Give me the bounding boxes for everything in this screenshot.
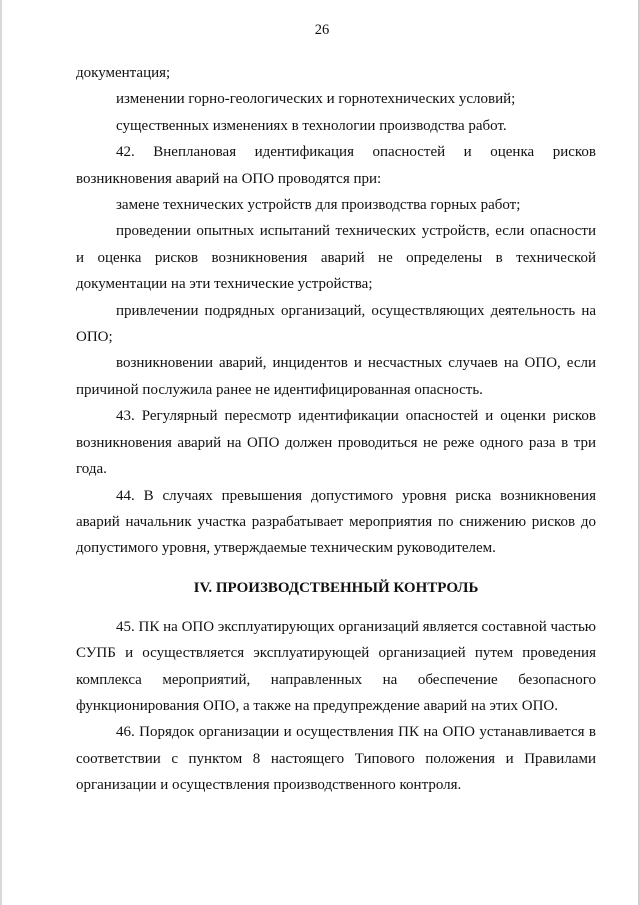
page-number: 26 [314,22,330,38]
paragraph-geological-conditions: изменении горно-геологических и горнотехнических условий; [116,91,516,108]
paragraph-accidents: возникновении аварий, инцидентов и несчастных случаев на ОПО, если причиной послужила ранее не идентифицированная опасность. [76,355,596,398]
paragraph-item-42: 42. Внеплановая идентификация опасностей и оценка рисков возникновения аварий на ОПО проводятся при: [76,144,596,187]
paragraph-item-46: 46. Порядок организации и осуществления ПК на ОПО устанавливается в соответствии с пунктом 8 настоящего Типового положения и Правилами организации и осуществления производственного контроля. [76,724,596,794]
paragraph-equipment-replacement: замене технических устройств для производства горных работ; [116,197,521,214]
paragraph-pilot-testing: проведении опытных испытаний технических устройств, если опасности и оценка рисков возникновения аварий не определены в технической документации на эти технические устройства; [76,223,596,293]
paragraph-item-45: 45. ПК на ОПО эксплуатирующих организаций является составной частью СУПБ и осуществляется эксплуатирующей организацией путем проведения комплекса мероприятий, направленных на обеспечение безопасного функционирования ОПО, а также на предупреждение аварий на этих ОПО. [76,618,596,714]
section-heading: IV. ПРОИЗВОДСТВЕННЫЙ КОНТРОЛЬ [193,579,479,596]
paragraph-item-43: 43. Регулярный пересмотр идентификации опасностей и оценки рисков возникновения аварий на ОПО должен проводиться не реже одного раза в три года. [76,408,596,478]
paragraph-contractors: привлечении подрядных организаций, осуществляющих деятельность на ОПО; [76,302,596,346]
document-body [76,60,596,799]
paragraph-technology-changes: существенных изменениях в технологии производства работ. [116,117,507,134]
paragraph-item-44: 44. В случаях превышения допустимого уровня риска возникновения аварий начальник участка разрабатывает мероприятия по снижению рисков до допустимого уровня, утверждаемые техническим руководителем. [76,487,596,557]
paragraph-documentation: документация; [76,65,171,81]
